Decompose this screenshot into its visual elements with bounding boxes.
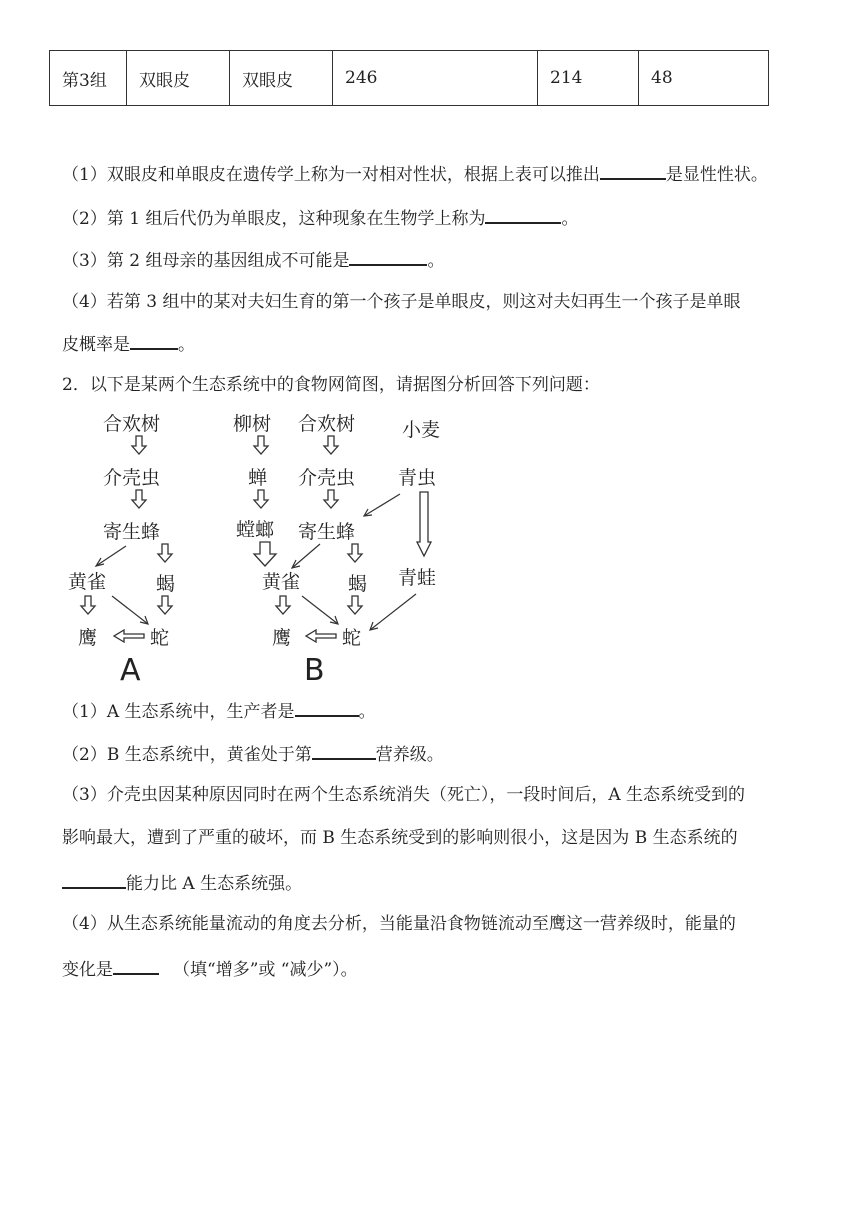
q2-part1 — [62, 697, 376, 724]
answer-blank[interactable] — [485, 204, 561, 224]
answer-blank[interactable] — [130, 330, 178, 350]
q2-part4-text: 变化是 — [62, 960, 113, 980]
answer-blank[interactable] — [600, 160, 666, 180]
diagram-label-B: B — [304, 653, 325, 688]
node-B-xie: 蝎 — [348, 573, 368, 595]
q1-part3-text: （3）第 2 组母亲的基因组成不可能是 — [62, 251, 350, 271]
node-A-huangque: 黄雀 — [68, 571, 107, 593]
table-row — [50, 51, 769, 106]
q1-part4-text: 皮概率是 — [62, 335, 130, 355]
node-B-xiaomai: 小麦 — [402, 419, 441, 441]
q1-part3 — [62, 246, 444, 273]
table-cell-single: 48 — [639, 51, 769, 106]
node-A-jieqiaochong: 介壳虫 — [103, 467, 161, 489]
node-B-chan: 蝉 — [248, 467, 268, 489]
node-B-tanglang: 螳螂 — [236, 519, 275, 541]
q1-part4-line2 — [62, 330, 195, 357]
node-A-hehuanshu: 合欢树 — [103, 413, 161, 435]
q1-part3-end: 。 — [427, 251, 445, 271]
q2-part4-line2 — [62, 955, 358, 982]
q2-part3-line3 — [62, 869, 302, 896]
q1-part2-end: 。 — [561, 209, 579, 229]
table-cell-group: 第3组 — [50, 51, 127, 106]
node-A-she: 蛇 — [150, 627, 170, 649]
table-cell-families: 246 — [333, 51, 538, 106]
diagram-label-A: A — [120, 653, 141, 688]
answer-blank[interactable] — [312, 740, 376, 760]
q1-part4-end: 。 — [178, 335, 195, 355]
node-B-jieqiaochong: 介壳虫 — [298, 467, 356, 489]
table-cell-mother: 双眼皮 — [230, 51, 333, 106]
node-B-she: 蛇 — [342, 627, 362, 649]
q1-part1 — [62, 160, 768, 187]
node-A-jishengfeng: 寄生蜂 — [103, 521, 161, 543]
q2-part2-end: 营养级。 — [375, 745, 444, 765]
q2-part2-text: （2）B 生态系统中，黄雀处于第 — [62, 745, 312, 765]
results-table — [49, 50, 769, 106]
q2-part2 — [62, 740, 444, 767]
node-B-qingchong: 青虫 — [398, 467, 437, 489]
node-A-ying: 鹰 — [78, 627, 98, 649]
q1-part2-text: （2）第 1 组后代仍为单眼皮，这种现象在生物学上称为 — [62, 209, 486, 229]
node-B-hehuanshu: 合欢树 — [298, 413, 356, 435]
node-B-qingwa: 青蛙 — [398, 567, 437, 589]
node-B-huangque: 黄雀 — [262, 571, 301, 593]
answer-blank[interactable] — [62, 869, 126, 889]
q2-part3-line2: 影响最大，遭到了严重的破坏，而 B 生态系统受到的影响则很小，这是因为 B 生态系统的 — [62, 828, 738, 848]
node-B-jishengfeng: 寄生蜂 — [298, 521, 356, 543]
table-cell-father: 双眼皮 — [127, 51, 230, 106]
q2-part4-end: （填“增多”或 “减少”）。 — [173, 960, 358, 980]
q2-part1-end: 。 — [358, 702, 376, 722]
answer-blank[interactable] — [349, 246, 427, 266]
q2-part4-line1: （4）从生态系统能量流动的角度去分析，当能量沿食物链流动至鹰这一营养级时，能量的 — [62, 914, 736, 934]
food-web-diagram — [40, 398, 470, 688]
q2-part1-text: （1）A 生态系统中，生产者是 — [62, 702, 295, 722]
q1-part2 — [62, 204, 578, 231]
answer-blank[interactable] — [295, 697, 359, 717]
q1-part4-line1: （4）若第 3 组中的某对夫妇生育的第一个孩子是单眼皮，则这对夫妇再生一个孩子是单眼 — [62, 292, 741, 312]
q2-part3-end: 能力比 A 生态系统强。 — [126, 874, 303, 894]
answer-blank[interactable] — [113, 955, 159, 975]
table-cell-double: 214 — [538, 51, 639, 106]
node-B-liushu: 柳树 — [233, 413, 272, 435]
node-B-ying: 鹰 — [272, 627, 292, 649]
q1-part1-end: 是显性性状。 — [665, 165, 768, 185]
q2-part3-line1: （3）介壳虫因某种原因同时在两个生态系统消失（死亡），一段时间后，A 生态系统受到的 — [62, 785, 745, 805]
node-A-xie: 蝎 — [156, 573, 176, 595]
q2-title: 2．以下是某两个生态系统中的食物网简图，请据图分析回答下列问题： — [62, 375, 600, 395]
q1-part1-text: （1）双眼皮和单眼皮在遗传学上称为一对相对性状，根据上表可以推出 — [62, 165, 600, 185]
